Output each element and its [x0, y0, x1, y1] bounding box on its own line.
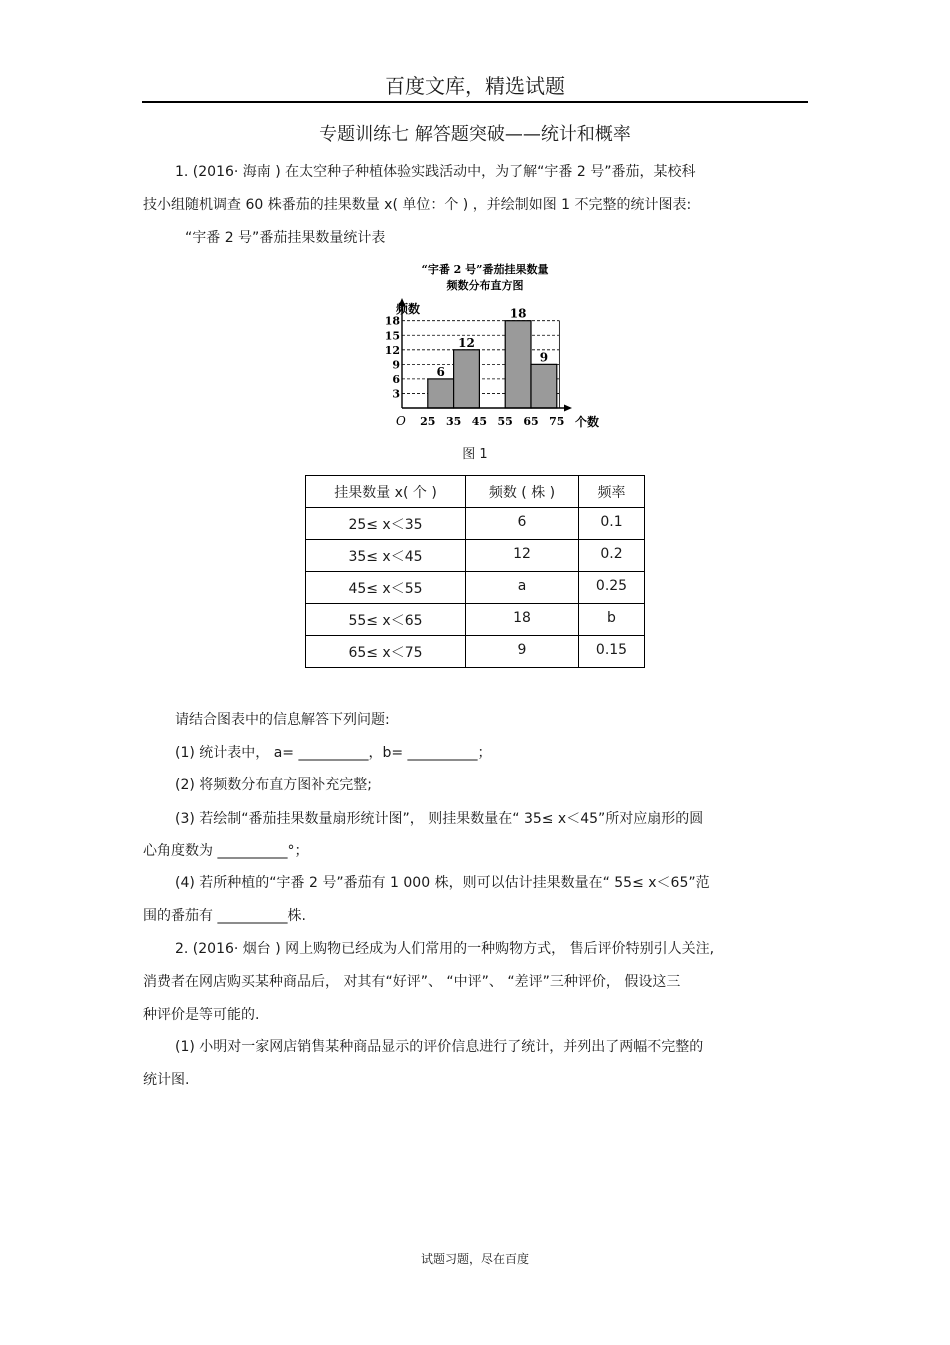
q1-text-line2: 技小组随机调查 60 株番茄的挂果数量 x( 单位：个 ) ，并绘制如图 1 不完整的统计图表:	[143, 197, 692, 213]
bar-value-label: 6	[436, 364, 445, 379]
table-row	[306, 604, 645, 636]
table-cell: 55≤ x＜65	[306, 604, 466, 636]
table-cell: 18	[466, 604, 579, 636]
y-tick-label: 15	[384, 329, 400, 343]
table-row	[306, 540, 645, 572]
header-rule	[142, 101, 808, 103]
histogram-bar	[531, 364, 557, 408]
x-tick-label: 55	[497, 415, 513, 428]
x-tick-label: 75	[549, 415, 565, 428]
table-cell: 0.2	[579, 540, 645, 572]
x-tick-label: 35	[445, 415, 462, 428]
y-tick-label: 6	[392, 372, 400, 386]
histogram-bar	[505, 321, 531, 408]
question-3-line2: 心角度数为 __________°；	[143, 843, 309, 859]
q2-text-line3: 种评价是等可能的.	[143, 1007, 260, 1023]
table-cell: 65≤ x＜75	[306, 636, 466, 668]
page-header: 百度文库，精选试题	[385, 74, 565, 98]
q2-text-line1: 2. (2016· 烟台 ) 网上购物已经成为人们常用的一种购物方式， 售后评价特别引人关注,	[175, 941, 715, 957]
table-cell: 9	[466, 636, 579, 668]
table-cell: 12	[466, 540, 579, 572]
q2-sub1-line2: 统计图.	[143, 1072, 190, 1088]
chart-title: “宇番 2 号”番茄挂果数量	[421, 263, 549, 276]
question-2: (2) 将频数分布直方图补充完整;	[175, 777, 372, 793]
x-tick-label: 25	[420, 415, 436, 428]
table-cell: 6	[466, 508, 579, 540]
origin-label: O	[396, 414, 406, 428]
table-cell: b	[579, 604, 645, 636]
figure-caption: 图 1	[462, 447, 488, 462]
table-cell: 0.25	[579, 572, 645, 604]
question-3-line1: (3) 若绘制“番茄挂果数量扇形统计图”， 则挂果数量在“ 35≤ x＜45”所对应扇形的圆	[175, 811, 704, 827]
question-4-line2: 围的番茄有 __________株.	[143, 908, 306, 924]
question-1: (1) 统计表中， a= __________，b= __________；	[175, 745, 492, 761]
table-cell: 0.1	[579, 508, 645, 540]
table-header-cell: 频率	[579, 476, 645, 508]
q2-text-line2: 消费者在网店购买某种商品后， 对其有“好评”、 “中评”、 “差评”三种评价， 假设这三	[143, 974, 681, 990]
questions-intro: 请结合图表中的信息解答下列问题:	[175, 712, 390, 728]
table-cell: 45≤ x＜55	[306, 572, 466, 604]
histogram-bar	[454, 350, 480, 408]
histogram-chart	[370, 258, 610, 438]
y-axis-label: 频数	[396, 302, 421, 316]
table-cell: 35≤ x＜45	[306, 540, 466, 572]
y-tick-labels	[385, 315, 401, 401]
table-cell: 0.15	[579, 636, 645, 668]
y-tick-label: 12	[384, 343, 400, 357]
y-tick-label: 9	[392, 358, 400, 372]
y-tick-label: 18	[384, 314, 400, 328]
question-4-line1: (4) 若所种植的“宇番 2 号”番茄有 1 000 株，则可以估计挂果数量在“ 55≤ x＜65”范	[175, 875, 710, 891]
chart-subtitle: 频数分布直方图	[446, 279, 524, 292]
table-cell: a	[466, 572, 579, 604]
x-tick-label: 65	[523, 415, 539, 428]
table-cell: 25≤ x＜35	[306, 508, 466, 540]
q2-sub1-line1: (1) 小明对一家网店销售某种商品显示的评价信息进行了统计，并列出了两幅不完整的	[175, 1039, 704, 1055]
bars	[428, 307, 557, 408]
x-tick-labels	[420, 415, 564, 428]
bar-value-label: 18	[509, 306, 527, 321]
y-tick-label: 3	[392, 387, 400, 401]
table-header-cell: 挂果数量 x( 个 )	[306, 476, 466, 508]
table-header-row	[306, 476, 645, 508]
histogram-bar	[428, 379, 454, 408]
page-title: 专题训练七 解答题突破——统计和概率	[319, 124, 631, 145]
x-axis-label: 个数	[575, 415, 600, 429]
page-footer: 试题习题，尽在百度	[420, 1252, 529, 1266]
x-axis-arrow	[564, 405, 572, 412]
q1-text-line1: 1. (2016· 海南 ) 在太空种子种植体验实践活动中，为了解“宇番 2 号”番茄，某校科	[175, 164, 696, 180]
x-tick-label: 45	[471, 415, 488, 428]
frequency-table	[305, 475, 645, 668]
table-header-cell: 频数 ( 株 )	[466, 476, 579, 508]
table-row	[306, 636, 645, 668]
table-row	[306, 572, 645, 604]
bar-value-label: 9	[539, 350, 549, 365]
bar-value-label: 12	[458, 335, 475, 350]
table-caption: “宇番 2 号”番茄挂果数量统计表	[185, 230, 386, 246]
table-row	[306, 508, 645, 540]
